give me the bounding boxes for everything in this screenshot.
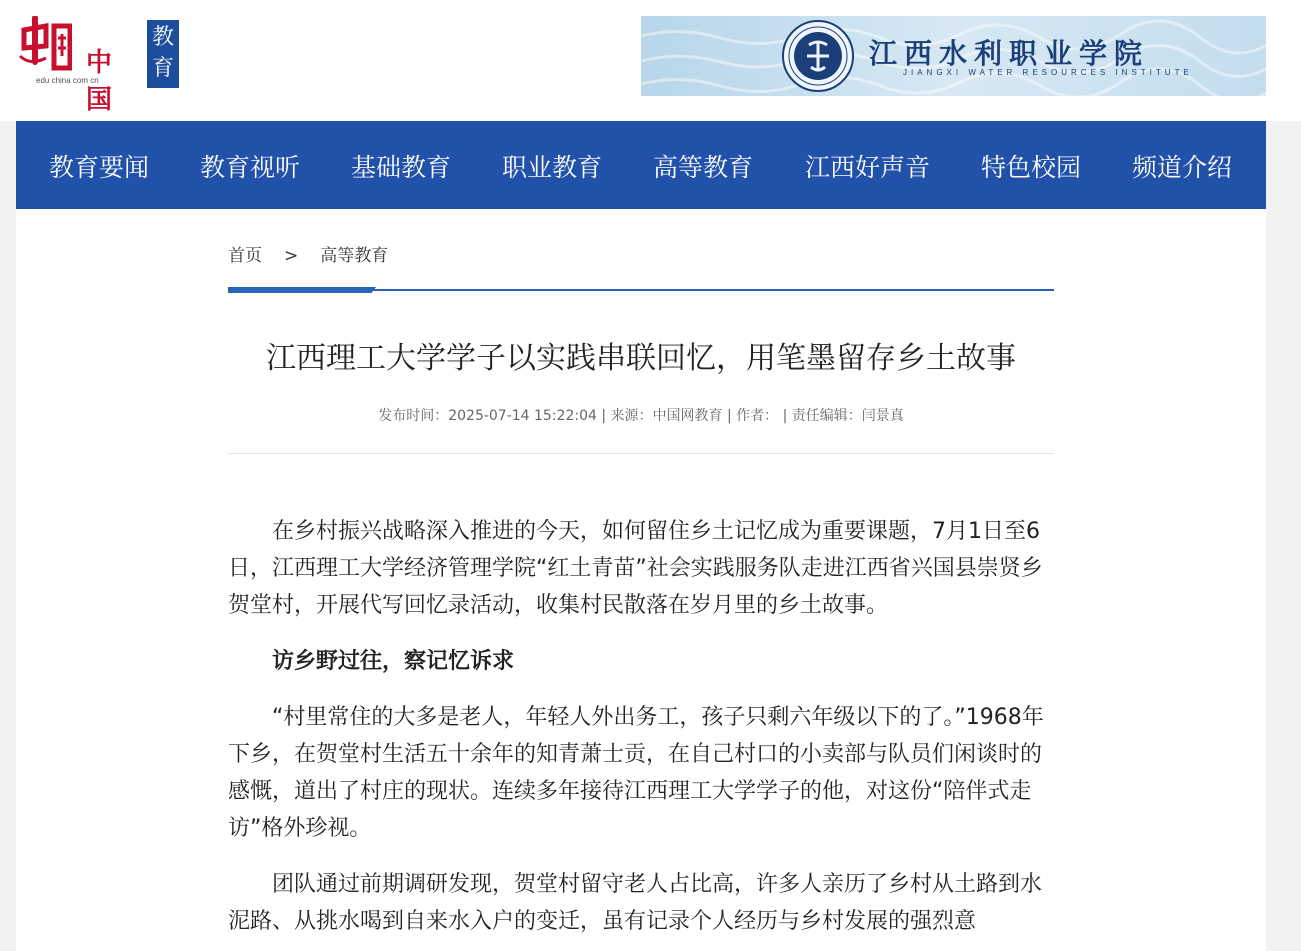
divider-accent — [228, 287, 376, 293]
nav-item-jiangxi-voice[interactable]: 江西好声音 — [805, 153, 931, 182]
nav-item-basic-education[interactable]: 基础教育 — [351, 153, 452, 182]
nav-item-vocational[interactable]: 职业教育 — [502, 153, 603, 182]
article-container — [16, 209, 1266, 951]
banner-title: 江西水利职业学院 — [869, 37, 1150, 70]
banner-subtitle: JIANGXI WATER RESOURCES INSTITUTE — [903, 68, 1193, 77]
article-paragraph: 在乡村振兴战略深入推进的今天，如何留住乡土记忆成为重要课题，7月1日至6日，江西理工大学经济管理学院“红土青苗”社会实践服务队走进江西省兴国县崇贤乡贺堂村，开展代写回忆录活动，收集村民散落在岁月里的乡土故事。 — [228, 519, 1043, 618]
article-paragraph: 团队通过前期调研发现，贺堂村留守老人占比高，许多人亲历了乡村从土路到水泥路、从挑水喝到自来水入户的变迁，虽有记录个人经历与乡村发展的强烈意 — [228, 872, 1043, 934]
school-seal-icon — [781, 19, 855, 93]
logo-url: edu china com cn — [36, 76, 99, 85]
breadcrumb — [228, 241, 388, 266]
nav-item-education-news[interactable]: 教育要闻 — [49, 153, 150, 182]
nav-item-education-video[interactable]: 教育视听 — [200, 153, 301, 182]
article-paragraph: “村里常住的大多是老人，年轻人外出务工，孩子只剩六年级以下的了。”1968年下乡，在贺堂村生活五十余年的知青萧士贡，在自己村口的小卖部与队员们闲谈时的感慨，道出了村庄的现状。连续多年接待江西理工大学学子的他，对这份“陪伴式走访”格外珍视。 — [228, 705, 1044, 841]
nav-item-about-channel[interactable]: 频道介绍 — [1132, 153, 1233, 182]
edu-badge: 教育 — [147, 20, 179, 88]
article-meta: 发布时间：2025-07-14 15:22:04 | 来源：中国网教育 | 作者： | 责任编辑：闫景真 — [378, 408, 904, 424]
breadcrumb-home[interactable]: 首页 — [228, 246, 262, 266]
article-subheading: 访乡野过往，察记忆诉求 — [272, 649, 515, 674]
breadcrumb-current[interactable]: 高等教育 — [320, 246, 389, 266]
article-title: 江西理工大学学子以实践串联回忆，用笔墨留存乡土故事 — [266, 341, 1016, 376]
site-header — [0, 0, 1301, 121]
ad-banner[interactable] — [641, 16, 1266, 96]
meta-divider — [228, 453, 1054, 454]
nav-item-higher-education[interactable]: 高等教育 — [653, 153, 754, 182]
breadcrumb-separator: > — [284, 246, 299, 266]
nav-item-campus[interactable]: 特色校园 — [981, 153, 1082, 182]
china-logo-icon — [16, 16, 72, 78]
logo-text: 中国 — [86, 48, 112, 115]
article-body — [228, 513, 1054, 940]
main-nav — [16, 121, 1266, 209]
